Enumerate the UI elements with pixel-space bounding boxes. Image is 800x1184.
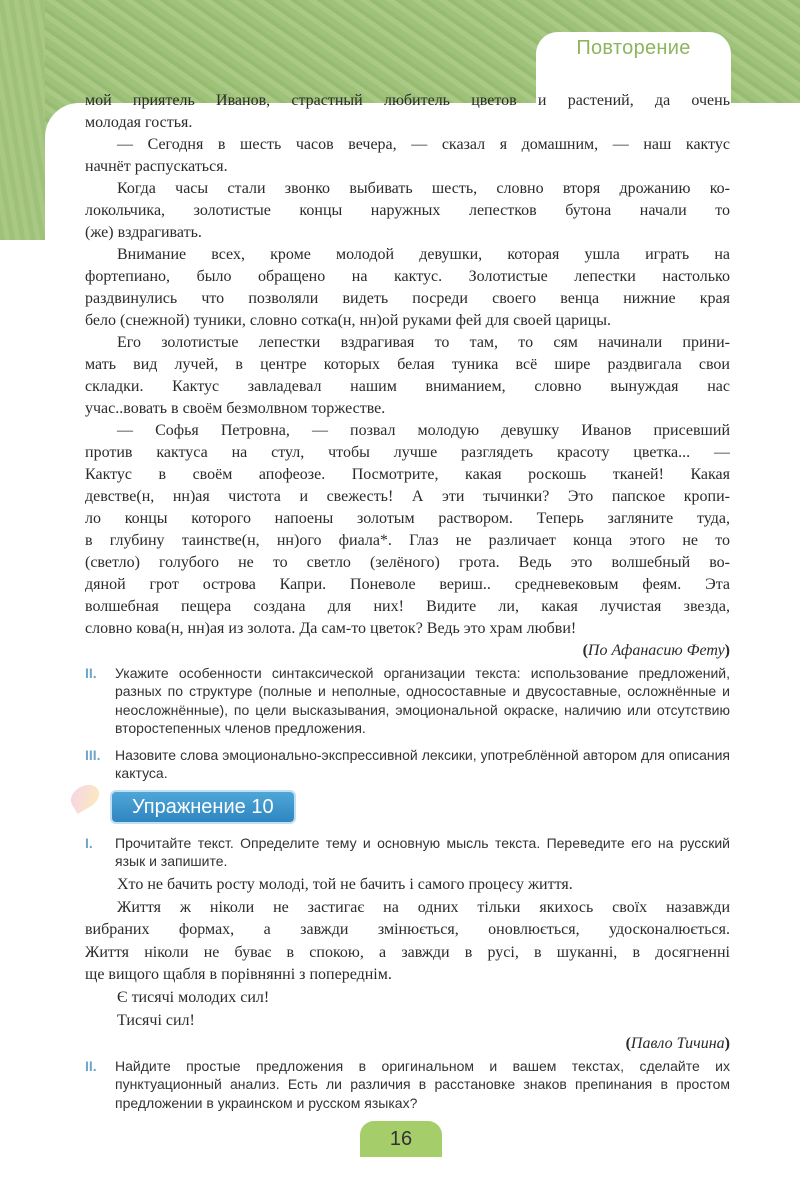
task-text: Назовите слова эмоционально-экспрессивной лексики, употреблённой автором для описания кактуса.: [115, 747, 730, 782]
task-text: Укажите особенности синтаксической организации текста: использование предложений, разных по структуре (полные и неполные, односоставные и двусоставные, осложнённые и неосложнённые), по цели высказывания, эмоциональной окраске, наличию или отсутствию второстепенных членов предложения.: [115, 665, 730, 736]
exercise-text: [85, 874, 730, 1032]
text-line: мать вид лучей, в центре которых белая туника всё шире раздвигала свои: [85, 356, 730, 373]
text-line: Внимание всех, кроме молодой девушки, которая ушла играть на: [117, 246, 730, 263]
task-item: [85, 834, 730, 871]
text-line: Кактус в своём апофеозе. Посмотрите, какая роскошь тканей! Какая: [85, 466, 730, 483]
author-name: По Афанасию Фету: [587, 642, 725, 659]
task-item: [85, 664, 730, 737]
text-line: против кактуса на стул, чтобы лучше разглядеть красоту цветка... —: [85, 444, 730, 461]
text-line: молодая гостья.: [85, 114, 193, 131]
text-line: учас..вовать в своём безмолвном торжестве.: [85, 400, 386, 417]
text-line: раздвинулись что позволяли видеть посреди своего венца нижние края: [85, 290, 730, 307]
text-line: Життя ніколи не буває в спокою, а завжди в русі, в шуканні, в досягненні: [85, 943, 730, 961]
text-line: волшебная пещера создана для них! Видите ли, какая лучистая звезда,: [85, 598, 730, 615]
text-line: Его золотистые лепестки вздрагивая то там, то сям начинали прини-: [117, 334, 730, 351]
task-text: Найдите простые предложения в оригинальном и вашем текстах, сделайте их пунктуационный анализ. Есть ли различия в расстановке знаков препинания в простом предложении в украинском и русском языках?: [115, 1058, 730, 1111]
task-number: II.: [85, 665, 97, 681]
text-line: ще вищого щабля в порівнянні з попереднім.: [85, 966, 392, 984]
text-line: фортепиано, было обращено на кактус. Золотистые лепестки настолько: [85, 268, 730, 285]
page-number: 16: [360, 1121, 442, 1157]
text-line: дяной грот острова Капри. Поневоле вериш.. средневековым феям. Эта: [85, 576, 730, 593]
task-item: [85, 746, 730, 783]
task-item: [85, 1057, 730, 1112]
section-title: Повторение: [576, 37, 691, 59]
text-line: (же) вздрагивать.: [85, 224, 202, 241]
text-line: Тисячі сил!: [117, 1011, 195, 1029]
text-line: (светло) голубого не то светло (зелёного) грота. Ведь это волшебный во-: [85, 554, 730, 571]
text-line: — Софья Петровна, — позвал молодую девушку Иванов присевший: [117, 422, 730, 439]
task-number: II.: [85, 1058, 97, 1074]
text-line: девстве(н, нн)ая чистота и свежесть! А эти тычинки? Это папское кропи-: [85, 488, 730, 505]
exercise-badge: Упражнение 10: [112, 792, 294, 822]
task-number: I.: [85, 835, 93, 851]
text-line: словно кова(н, нн)ая из золота. Да сам-то цветок? Ведь это храм любви!: [85, 620, 577, 637]
text-line: бело (снежной) туники, словно сотка(н, нн)ой руками фей для своей царицы.: [85, 312, 612, 329]
text-line: вибраних формах, а завжди змінюється, оновлюється, удосконалюється.: [85, 921, 730, 939]
decorative-side-background: [0, 0, 45, 240]
author-name: Павло Тичина: [630, 1035, 725, 1052]
text-line: в глубину таинстве(н, нн)ого фиала*. Глаз не различает конца этого не то: [85, 532, 730, 549]
source-attribution: (Павло Тичина): [625, 1035, 730, 1052]
text-line: Хто не бачить росту молоді, той не бачить і самого процесу життя.: [117, 876, 573, 893]
text-line: начнёт распускаться.: [85, 158, 228, 175]
task-number: III.: [85, 747, 101, 763]
text-line: Когда часы стали звонко выбивать шесть, словно вторя дрожанию ко-: [117, 180, 730, 197]
text-line: — Сегодня в шесть часов вечера, — сказал я домашним, — наш кактус: [117, 136, 730, 153]
text-line: Є тисячі молодих сил!: [117, 988, 270, 1006]
main-text: [85, 90, 730, 640]
text-line: ло концы которого напоены золотым раствором. Теперь загляните туда,: [85, 510, 730, 527]
text-line: локольчика, золотистые концы наружных лепестков бутона начали то: [85, 202, 730, 219]
text-line: складки. Кактус завладевал нашим вниманием, словно вынуждая нас: [85, 378, 730, 395]
task-text: Прочитайте текст. Определите тему и основную мысль текста. Переведите его на русский язык и запишите.: [115, 835, 730, 870]
text-line: мой приятель Иванов, страстный любитель цветов и растений, да очень: [85, 92, 730, 109]
text-line: Життя ж ніколи не застигає на одних тільки якихось своїх назавжди: [117, 898, 730, 916]
source-attribution: (По Афанасию Фету): [582, 642, 730, 659]
